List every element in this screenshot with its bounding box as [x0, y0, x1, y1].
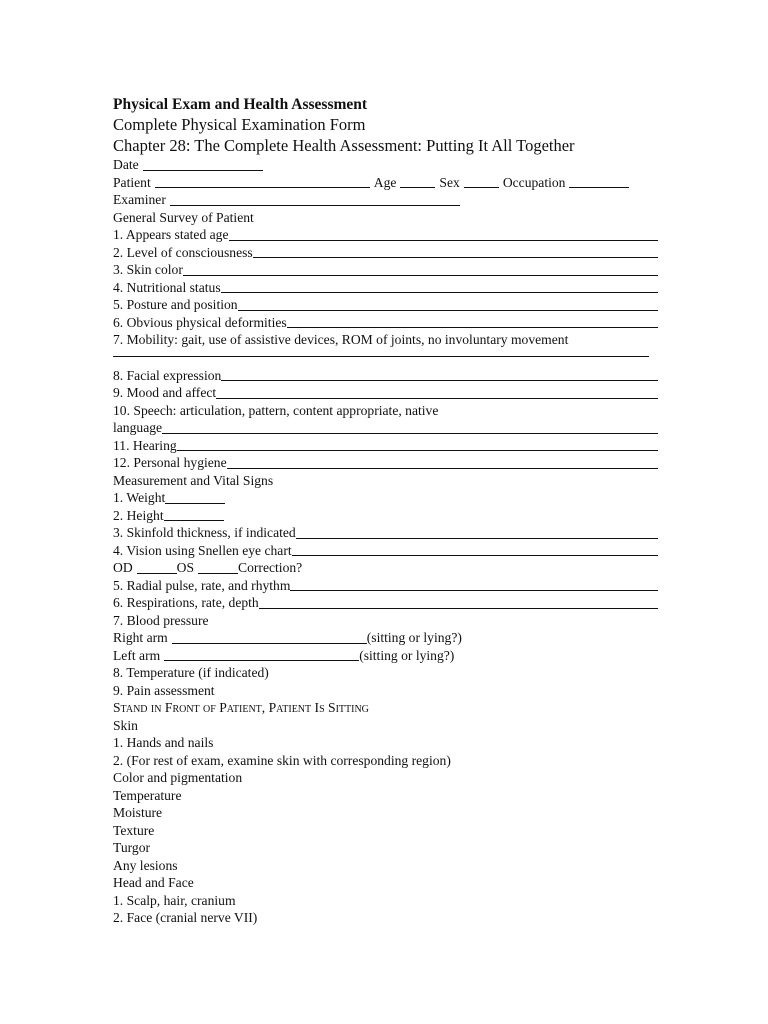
answer-field[interactable]: [221, 279, 658, 293]
age-field[interactable]: [400, 174, 435, 188]
exam-form: [113, 95, 658, 927]
item-label: 8. Facial expression: [113, 367, 222, 383]
answer-field[interactable]: [183, 262, 658, 276]
survey-item-2: [113, 244, 658, 262]
item-label: 11. Hearing: [113, 437, 177, 453]
head-face-item-1: [113, 892, 658, 910]
section-heading: Skin: [113, 717, 138, 733]
form-title: Physical Exam and Health Assessment: [113, 96, 368, 113]
answer-field[interactable]: [292, 542, 658, 556]
survey-item-11: [113, 437, 658, 455]
date-label: Date: [113, 157, 139, 172]
right-arm-label: Right arm: [113, 630, 168, 645]
position-note: (sitting or lying?): [359, 647, 455, 663]
item-label: 12. Personal hygiene: [113, 455, 227, 470]
patient-field[interactable]: [155, 174, 370, 188]
item-label: 4. Vision using Snellen eye chart: [113, 542, 292, 558]
head-face-heading: [113, 874, 658, 892]
survey-item-5: [113, 296, 658, 314]
item-label: 1. Scalp, hair, cranium: [113, 892, 236, 908]
answer-field[interactable]: [296, 525, 658, 539]
skin-heading: [113, 717, 658, 735]
vitals-item-5: [113, 577, 658, 595]
os-label: OS: [176, 560, 195, 575]
answer-field[interactable]: [216, 385, 658, 399]
item-label: Temperature: [113, 787, 182, 803]
skin-item-1: [113, 734, 658, 752]
date-field[interactable]: [143, 157, 263, 171]
item-label: 1. Hands and nails: [113, 735, 214, 750]
skin-color: [113, 769, 658, 787]
item-label: 6. Respirations, rate, depth: [113, 595, 259, 610]
skin-lesions: [113, 857, 658, 875]
general-survey-heading: [113, 209, 658, 227]
skin-temperature: [113, 787, 658, 805]
skin-item-2: [113, 752, 658, 770]
skin-texture: [113, 822, 658, 840]
occupation-label: Occupation: [502, 174, 566, 190]
left-arm-row: [113, 647, 658, 665]
item-label: 2. Level of consciousness: [113, 244, 253, 260]
item-label: 10. Speech: articulation, pattern, content appropriate, native: [113, 402, 439, 418]
head-face-item-2: [113, 909, 658, 927]
item-label: 5. Radial pulse, rate, and rhythm: [113, 577, 291, 593]
answer-field[interactable]: [238, 297, 658, 311]
answer-field[interactable]: [229, 227, 658, 241]
item-label: 5. Posture and position: [113, 297, 238, 312]
right-arm-field[interactable]: [172, 630, 367, 644]
left-arm-field[interactable]: [164, 647, 359, 661]
answer-field[interactable]: [227, 455, 658, 469]
vitals-item-2: [113, 507, 658, 525]
vision-row: [113, 559, 658, 577]
survey-item-3: [113, 261, 658, 279]
item-label: Any lesions: [113, 857, 178, 873]
correction-label: Correction?: [238, 560, 303, 575]
survey-item-12: [113, 454, 658, 472]
item-label: Turgor: [113, 840, 151, 855]
survey-item-6: [113, 314, 658, 332]
left-arm-label: Left arm: [113, 647, 161, 663]
section-heading: Head and Face: [113, 875, 194, 890]
sex-label: Sex: [439, 174, 460, 190]
survey-item-7-answer-field[interactable]: [113, 355, 649, 357]
age-label: Age: [373, 174, 397, 190]
skin-turgor: [113, 839, 658, 857]
section-heading: Measurement and Vital Signs: [113, 472, 274, 488]
item-label: Color and pigmentation: [113, 770, 243, 785]
position-note: (sitting or lying?): [366, 630, 462, 645]
form-subtitle: Complete Physical Examination Form: [113, 115, 366, 134]
item-label: Moisture: [113, 805, 163, 820]
date-row: [113, 156, 658, 174]
od-label: OD: [113, 560, 133, 575]
vitals-item-4: [113, 542, 658, 560]
examiner-row: [113, 191, 658, 209]
vitals-item-1: [113, 489, 658, 507]
item-label: 9. Pain assessment: [113, 682, 215, 698]
examiner-label: Examiner: [113, 192, 166, 207]
answer-field[interactable]: [253, 244, 658, 258]
item-label: 1. Appears stated age: [113, 227, 229, 242]
examiner-field[interactable]: [170, 192, 460, 206]
weight-field[interactable]: [165, 490, 225, 504]
item-label: 9. Mood and affect: [113, 385, 217, 400]
os-field[interactable]: [198, 560, 238, 574]
item-label: 6. Obvious physical deformities: [113, 314, 287, 330]
od-field[interactable]: [137, 560, 177, 574]
item-label: language: [113, 420, 163, 435]
item-label: 2. (For rest of exam, examine skin with corresponding region): [113, 752, 451, 768]
item-label: 2. Face (cranial nerve VII): [113, 910, 258, 925]
item-label: 2. Height: [113, 507, 164, 523]
item-label: 3. Skinfold thickness, if indicated: [113, 525, 296, 540]
answer-field[interactable]: [290, 577, 658, 591]
section-heading: General Survey of Patient: [113, 209, 254, 225]
patient-row: [113, 174, 658, 192]
sex-field[interactable]: [464, 174, 499, 188]
vitals-item-7: [113, 612, 658, 630]
right-arm-row: [113, 629, 658, 647]
item-label: 3. Skin color: [113, 262, 183, 277]
chapter-heading: Chapter 28: The Complete Health Assessment: Putting It All Together: [113, 136, 575, 155]
answer-field[interactable]: [162, 420, 658, 434]
survey-item-1: [113, 226, 658, 244]
occupation-field[interactable]: [569, 174, 629, 188]
survey-item-10-cont: [113, 419, 658, 437]
item-label: Texture: [113, 822, 155, 838]
front-of-patient-heading: Stand in Front of Patient, Patient Is Sitting: [113, 700, 369, 715]
answer-field[interactable]: [177, 437, 658, 451]
vitals-item-9: [113, 682, 658, 700]
survey-item-10: [113, 402, 658, 420]
vitals-item-3: [113, 524, 658, 542]
patient-label: Patient: [113, 174, 151, 190]
item-label: 7. Mobility: gait, use of assistive devices, ROM of joints, no involuntary movement: [113, 332, 569, 347]
survey-item-8: [113, 367, 658, 385]
item-label: 1. Weight: [113, 490, 166, 505]
item-label: 4. Nutritional status: [113, 279, 221, 295]
item-label: 7. Blood pressure: [113, 612, 209, 628]
skin-moisture: [113, 804, 658, 822]
vitals-item-8: [113, 664, 658, 682]
answer-field[interactable]: [287, 314, 658, 328]
survey-item-9: [113, 384, 658, 402]
vitals-heading: [113, 472, 658, 490]
answer-field[interactable]: [221, 367, 658, 381]
answer-field[interactable]: [259, 595, 658, 609]
survey-item-7: [113, 331, 658, 349]
survey-item-4: [113, 279, 658, 297]
height-field[interactable]: [164, 507, 224, 521]
item-label: 8. Temperature (if indicated): [113, 665, 269, 680]
vitals-item-6: [113, 594, 658, 612]
